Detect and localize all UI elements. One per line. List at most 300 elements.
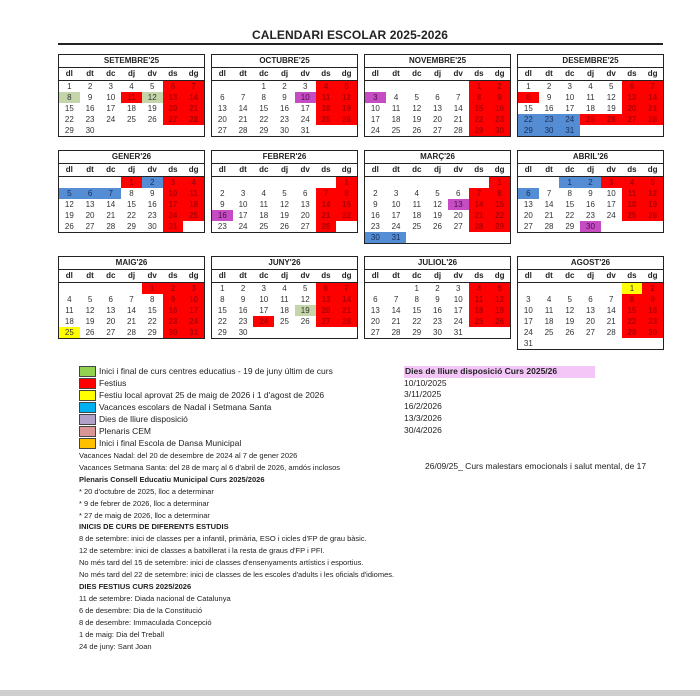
week-row [518, 283, 663, 294]
empty-cell [386, 177, 407, 188]
day-cell: 22 [518, 114, 539, 125]
day-cell: 29 [259, 126, 269, 135]
legend-swatch [79, 378, 96, 389]
day-cell: 1 [489, 177, 510, 188]
day-cell: 11 [544, 306, 554, 315]
weekday-label: dc [259, 165, 269, 174]
day-cell: 3 [302, 82, 308, 91]
month-title: AGOST'26 [518, 257, 663, 270]
day-cell: 26 [412, 126, 422, 135]
legend-swatch [79, 402, 96, 413]
day-cell: 22 [565, 211, 575, 220]
month-title: ABRIL'26 [518, 151, 663, 164]
lliure-date: 13/3/2026 [404, 412, 442, 423]
month-calendar [517, 256, 664, 350]
weekday-label: dt [239, 69, 247, 78]
day-cell: 17 [606, 200, 616, 209]
day-cell: 2 [642, 283, 663, 294]
day-cell: 9 [87, 93, 93, 102]
week-row [212, 316, 357, 327]
week-row [59, 188, 204, 199]
day-cell: 24 [163, 210, 184, 221]
day-cell: 10 [391, 200, 401, 209]
day-cell: 6 [80, 188, 101, 199]
day-cell: 19 [565, 317, 575, 326]
day-cell: 14 [336, 294, 357, 305]
day-cell: 26 [85, 328, 95, 337]
day-cell: 3 [261, 284, 266, 293]
day-cell: 29 [489, 221, 510, 232]
weekday-label: dc [106, 165, 116, 174]
weekday-label: ds [627, 165, 637, 174]
day-cell: 31 [453, 328, 463, 337]
weekday-label: dj [127, 165, 136, 174]
day-cell: 21 [336, 305, 357, 316]
day-cell: 12 [280, 200, 289, 209]
weekday-label: dj [586, 165, 595, 174]
month-title: FEBRER'26 [212, 151, 357, 164]
day-cell: 13 [433, 104, 442, 113]
weekday-label: dc [412, 69, 422, 78]
empty-cell [518, 283, 539, 294]
day-cell: 30 [280, 126, 289, 135]
day-cell: 9 [546, 93, 552, 102]
day-cell: 24 [559, 114, 580, 125]
week-row [518, 188, 663, 199]
day-cell: 28 [106, 222, 116, 231]
weekday-label: dv [453, 69, 463, 78]
day-cell: 13 [316, 294, 337, 305]
day-cell: 19 [433, 211, 442, 220]
day-cell: 22 [217, 317, 227, 326]
weekday-label: dl [65, 69, 73, 78]
empty-cell [489, 232, 510, 243]
weekday-label: dg [188, 69, 199, 78]
day-cell: 2 [435, 284, 440, 293]
day-cell: 11 [183, 188, 204, 199]
notes-heading: INICIS DE CURS DE DIFERENTS ESTUDIS [79, 522, 229, 532]
day-cell: 4 [622, 177, 643, 188]
legend-label: Festius [99, 378, 127, 388]
empty-cell [336, 327, 357, 338]
weekday-label: dj [280, 69, 289, 78]
empty-cell [601, 283, 622, 294]
day-cell: 2 [87, 82, 93, 91]
week-row [59, 305, 204, 316]
week-row [365, 177, 510, 188]
day-cell: 15 [64, 104, 74, 113]
legend-label: Festiu local aprovat 25 de maig de 2026 i 1 d'agost de 2026 [99, 390, 325, 400]
day-cell: 17 [453, 306, 463, 315]
month-title: NOVEMBRE'25 [365, 55, 510, 68]
empty-cell [365, 177, 386, 188]
day-cell: 15 [259, 104, 269, 113]
month-title: MARÇ'26 [365, 151, 510, 164]
week-row [365, 81, 510, 92]
week-row [212, 177, 357, 188]
day-cell: 28 [642, 114, 663, 125]
day-cell: 3 [108, 82, 113, 91]
empty-cell [559, 338, 580, 349]
day-cell: 25 [622, 210, 643, 221]
weekday-label: dc [106, 271, 116, 280]
month-title: GENER'26 [59, 151, 204, 164]
day-cell: 30 [539, 125, 560, 136]
weekday-label: ds [627, 271, 637, 280]
day-cell: 28 [469, 221, 490, 232]
day-cell: 27 [217, 126, 227, 135]
month-title: DESEMBRE'25 [518, 55, 663, 68]
day-cell: 3 [163, 177, 184, 188]
day-cell: 10 [523, 306, 533, 315]
day-cell: 3 [601, 177, 622, 188]
day-cell: 14 [106, 200, 116, 209]
day-cell: 30 [163, 327, 184, 338]
day-cell: 2 [220, 189, 225, 198]
day-cell: 17 [106, 104, 116, 113]
day-cell: 7 [336, 283, 357, 294]
day-cell: 11 [622, 188, 643, 199]
empty-cell [406, 81, 427, 92]
weekday-label: dt [545, 271, 553, 280]
month-calendar [364, 256, 511, 339]
lliure-disposicio-panel [404, 366, 595, 436]
day-cell: 7 [100, 188, 121, 199]
weekday-label: dv [606, 69, 616, 78]
week-row [59, 283, 204, 294]
day-cell: 12 [142, 92, 163, 103]
day-cell: 11 [65, 306, 74, 315]
day-cell: 2 [580, 177, 601, 188]
empty-cell [469, 327, 490, 338]
weekday-header-row [518, 164, 663, 177]
day-cell: 9 [220, 200, 225, 209]
empty-cell [121, 125, 142, 136]
day-cell: 1 [67, 82, 72, 91]
day-cell: 14 [453, 104, 463, 113]
day-cell: 8 [149, 295, 155, 304]
day-cell: 23 [85, 115, 95, 124]
day-cell: 13 [106, 306, 116, 315]
day-cell: 4 [316, 81, 337, 92]
legend-swatch [79, 414, 96, 425]
week-row [365, 188, 510, 199]
month-calendar [58, 256, 205, 339]
week-row [59, 103, 204, 114]
week-row [518, 114, 663, 125]
month-calendar [517, 54, 664, 137]
day-cell: 2 [240, 284, 246, 293]
day-cell: 8 [261, 93, 266, 102]
day-cell: 25 [183, 210, 204, 221]
day-cell: 21 [642, 103, 663, 114]
weekday-label: dl [371, 165, 379, 174]
day-cell: 11 [469, 294, 490, 305]
day-cell: 30 [433, 328, 442, 337]
week-row [212, 92, 357, 103]
day-cell: 9 [282, 93, 287, 102]
week-row [212, 114, 357, 125]
weekday-label: dl [524, 69, 532, 78]
empty-cell [212, 177, 233, 188]
empty-cell [580, 283, 601, 294]
legend [79, 365, 333, 449]
day-cell: 5 [282, 189, 287, 198]
day-cell: 8 [220, 295, 225, 304]
day-cell: 1 [336, 177, 357, 188]
notes-section [79, 450, 394, 652]
weekday-label: dv [453, 271, 463, 280]
empty-cell [448, 81, 469, 92]
empty-cell [539, 177, 560, 188]
week-row [212, 125, 357, 136]
lliure-date: 16/2/2026 [404, 401, 442, 412]
day-cell: 1 [220, 284, 225, 293]
week-row [518, 81, 663, 92]
day-cell: 9 [588, 189, 593, 198]
day-cell: 3 [240, 189, 246, 198]
week-row [59, 294, 204, 305]
day-cell: 8 [567, 189, 572, 198]
legend-label: Inici i final de curs centres educatius - 19 de juny últim de curs [99, 366, 333, 376]
day-cell: 3 [455, 284, 461, 293]
day-cell: 28 [127, 328, 136, 337]
empty-cell [427, 177, 448, 188]
legend-label: Plenaris CEM [99, 426, 151, 436]
day-cell: 12 [64, 200, 74, 209]
empty-cell [365, 283, 386, 294]
week-row [518, 92, 663, 103]
weekday-label: ds [321, 271, 331, 280]
week-row [518, 199, 663, 210]
day-cell: 4 [67, 295, 72, 304]
day-cell: 3 [365, 92, 386, 103]
legend-swatch [79, 366, 96, 377]
day-cell: 23 [433, 317, 442, 326]
day-cell: 16 [163, 305, 184, 316]
day-cell: 26 [336, 114, 357, 125]
day-cell: 11 [259, 200, 268, 209]
month-calendar [211, 54, 358, 137]
day-cell: 4 [183, 177, 204, 188]
day-cell: 15 [622, 305, 643, 316]
empty-cell [427, 81, 448, 92]
day-cell: 6 [435, 93, 440, 102]
day-cell: 27 [370, 328, 380, 337]
day-cell: 24 [238, 222, 248, 231]
weekday-label: ds [474, 69, 484, 78]
weekday-label: ds [168, 165, 178, 174]
week-row [365, 199, 510, 210]
day-cell: 18 [469, 305, 490, 316]
week-row [518, 125, 663, 136]
day-cell: 10 [183, 294, 204, 305]
weekday-header-row [365, 270, 510, 283]
day-cell: 26 [64, 222, 74, 231]
week-row [365, 327, 510, 338]
weekday-label: dg [188, 165, 199, 174]
empty-cell [580, 125, 601, 136]
day-cell: 11 [316, 92, 337, 103]
day-cell: 30 [580, 221, 601, 232]
day-cell: 19 [64, 211, 74, 220]
weekday-label: ds [168, 271, 178, 280]
empty-cell [601, 338, 622, 349]
day-cell: 26 [433, 222, 442, 231]
day-cell: 23 [163, 316, 184, 327]
weekday-header-row [365, 68, 510, 81]
day-cell: 31 [523, 339, 533, 348]
empty-cell [80, 283, 101, 294]
weekday-header-row [59, 68, 204, 81]
day-cell: 23 [238, 317, 248, 326]
weekday-label: dv [453, 165, 463, 174]
day-cell: 14 [183, 92, 204, 103]
weekday-label: dl [218, 165, 226, 174]
empty-cell [183, 221, 204, 232]
week-row [365, 114, 510, 125]
day-cell: 23 [539, 114, 560, 125]
empty-cell [622, 338, 643, 349]
month-title: SETEMBRE'25 [59, 55, 204, 68]
weekday-label: dt [86, 271, 94, 280]
day-cell: 21 [316, 210, 337, 221]
week-row [365, 221, 510, 232]
day-cell: 15 [565, 200, 575, 209]
day-cell: 28 [544, 222, 554, 231]
day-cell: 14 [391, 306, 401, 315]
weekday-label: dj [586, 271, 595, 280]
legend-label: Vacances escolars de Nadal i Setmana Santa [99, 402, 272, 412]
page-title: CALENDARI ESCOLAR 2025-2026 [251, 28, 449, 42]
weekday-label: ds [627, 69, 637, 78]
week-row [212, 103, 357, 114]
day-cell: 12 [565, 306, 575, 315]
week-row [59, 125, 204, 136]
day-cell: 8 [469, 92, 490, 103]
empty-cell [295, 177, 316, 188]
week-row [518, 305, 663, 316]
day-cell: 6 [108, 295, 113, 304]
weekday-label: dl [65, 271, 73, 280]
day-cell: 8 [622, 294, 643, 305]
day-cell: 21 [469, 210, 490, 221]
week-row [212, 188, 357, 199]
empty-cell [336, 221, 357, 232]
day-cell: 16 [586, 200, 595, 209]
day-cell: 7 [546, 189, 552, 198]
weekday-label: dj [433, 69, 442, 78]
weekday-label: dv [606, 165, 616, 174]
month-calendar [58, 150, 205, 233]
day-cell: 18 [622, 199, 643, 210]
weekday-label: dc [259, 69, 269, 78]
week-row [365, 92, 510, 103]
day-cell: 27 [316, 316, 337, 327]
day-cell: 18 [259, 211, 269, 220]
day-cell: 23 [147, 211, 157, 220]
day-cell: 14 [127, 306, 136, 315]
empty-cell [469, 177, 490, 188]
week-row [212, 327, 357, 338]
day-cell: 22 [259, 115, 269, 124]
day-cell: 24 [606, 211, 616, 220]
empty-cell [406, 177, 427, 188]
weekday-label: dl [371, 69, 379, 78]
day-cell: 1 [622, 283, 643, 294]
day-cell: 20 [163, 103, 184, 114]
month-calendar [364, 150, 511, 244]
empty-cell [580, 338, 601, 349]
day-cell: 5 [489, 283, 510, 294]
weekday-header-row [365, 164, 510, 177]
weekday-label: dt [239, 271, 247, 280]
week-row [212, 199, 357, 210]
week-row [518, 294, 663, 305]
day-cell: 29 [64, 126, 74, 135]
day-cell: 20 [523, 211, 533, 220]
day-cell: 19 [606, 104, 616, 113]
weekday-label: dt [545, 165, 553, 174]
empty-cell [142, 125, 163, 136]
legend-item [79, 365, 333, 377]
day-cell: 18 [280, 306, 289, 315]
day-cell: 28 [336, 316, 357, 327]
empty-cell [100, 177, 121, 188]
day-cell: 23 [642, 316, 663, 327]
day-cell: 26 [601, 114, 622, 125]
empty-cell [163, 125, 184, 136]
day-cell: 27 [453, 222, 463, 231]
day-cell: 10 [163, 188, 184, 199]
weekday-label: dc [565, 165, 575, 174]
day-cell: 12 [300, 295, 310, 304]
day-cell: 17 [300, 104, 310, 113]
day-cell: 17 [391, 211, 401, 220]
week-row [518, 177, 663, 188]
day-cell: 13 [163, 92, 184, 103]
day-cell: 27 [622, 114, 643, 125]
day-cell: 31 [183, 327, 204, 338]
day-cell: 8 [59, 92, 80, 103]
weekday-label: dv [147, 69, 157, 78]
weekday-label: dg [341, 69, 352, 78]
day-cell: 6 [373, 295, 378, 304]
day-cell: 29 [518, 125, 539, 136]
title-divider [58, 43, 663, 45]
empty-cell [559, 283, 580, 294]
empty-cell [274, 177, 295, 188]
empty-cell [386, 81, 407, 92]
day-cell: 20 [622, 103, 643, 114]
empty-cell [336, 125, 357, 136]
day-cell: 4 [469, 283, 490, 294]
day-cell: 22 [64, 115, 74, 124]
legend-swatch [79, 390, 96, 401]
day-cell: 7 [608, 295, 614, 304]
lliure-disposicio-header: Dies de lliure disposició Curs 2025/26 [404, 366, 595, 378]
day-cell: 7 [183, 81, 204, 92]
day-cell: 22 [336, 210, 357, 221]
day-cell: 19 [642, 199, 663, 210]
month-title: JUNY'26 [212, 257, 357, 270]
weekday-label: dv [147, 271, 157, 280]
day-cell: 26 [565, 328, 575, 337]
day-cell: 13 [622, 92, 643, 103]
weekday-label: dv [300, 165, 310, 174]
month-calendar [58, 54, 205, 137]
day-cell: 18 [391, 115, 401, 124]
